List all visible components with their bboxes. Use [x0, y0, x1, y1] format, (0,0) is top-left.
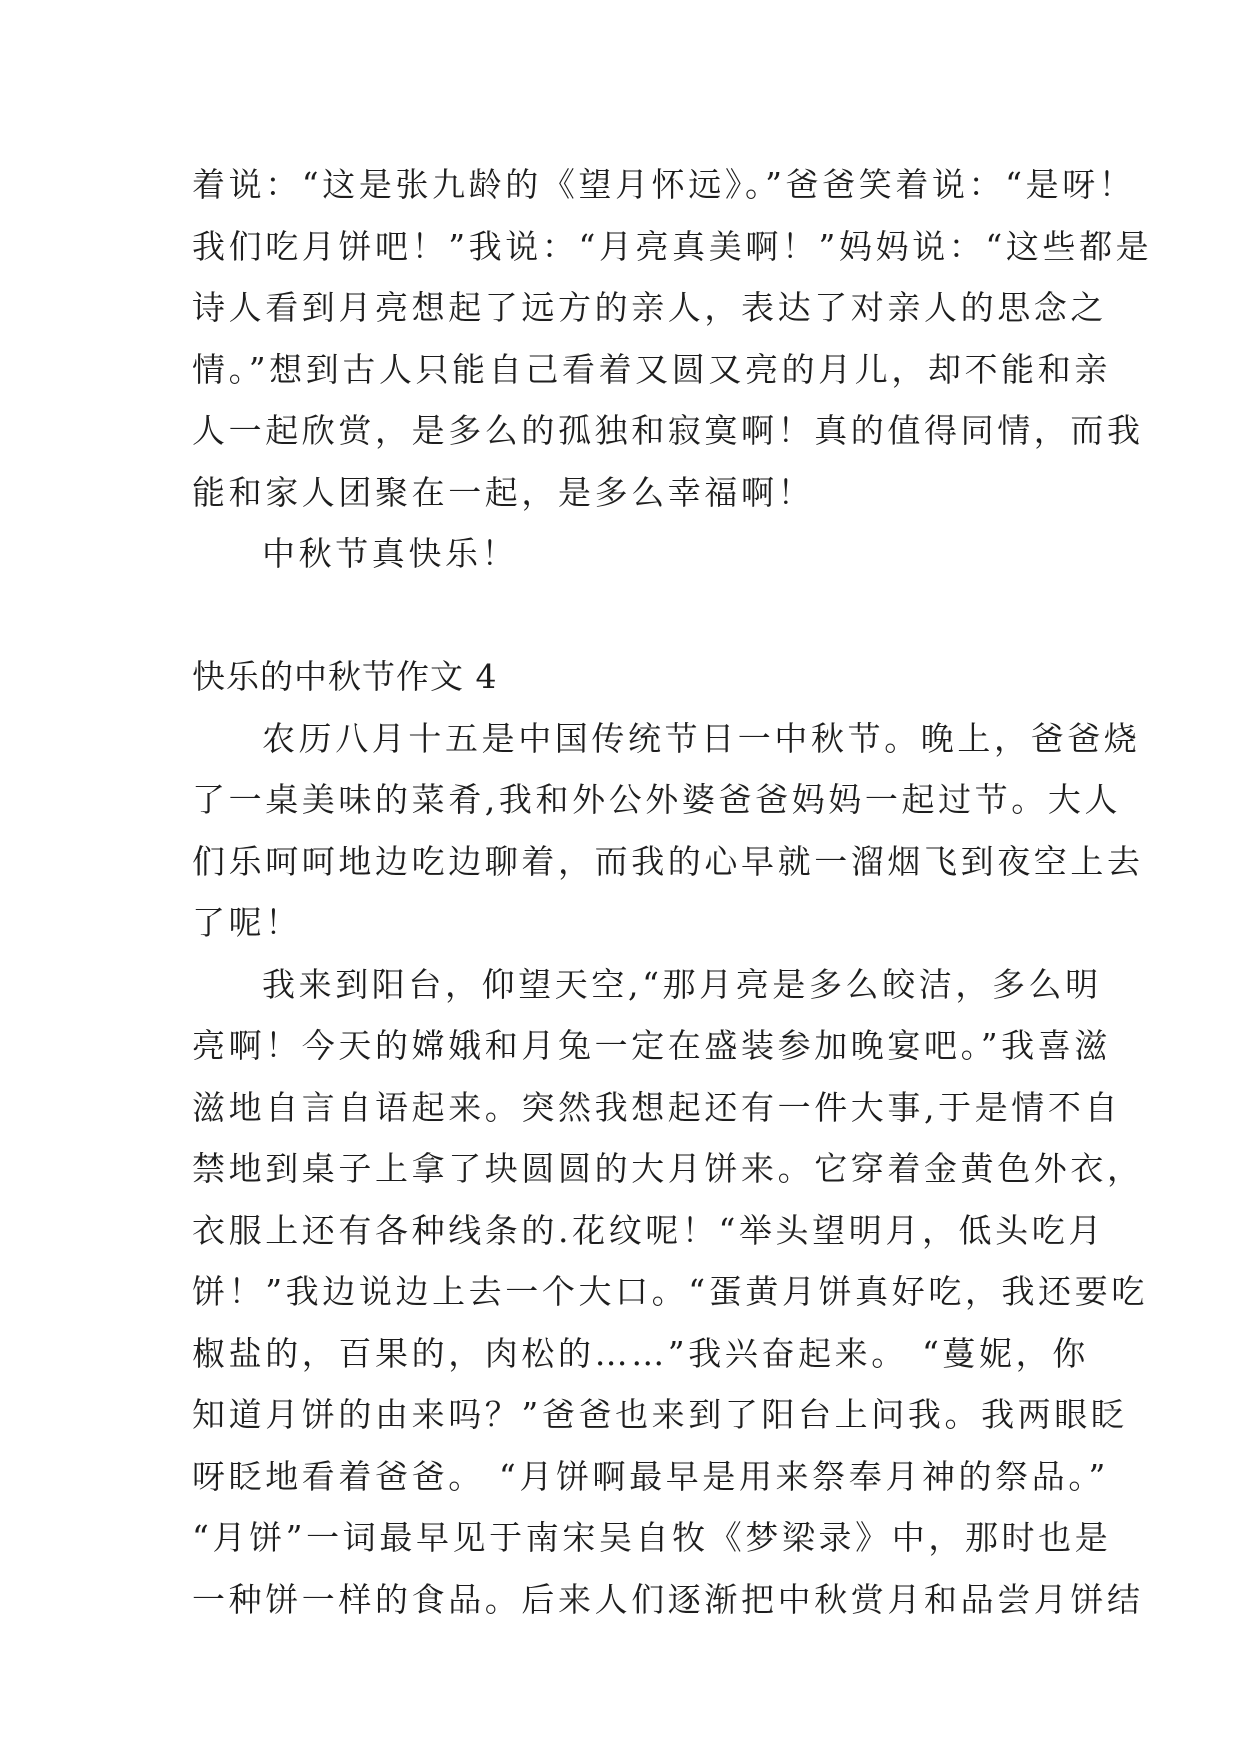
continuation-paragraph [192, 154, 1153, 523]
paragraph-2 [192, 954, 1148, 1631]
text-line: 亮啊！今天的嫦娥和月兔一定在盛装参加晚宴吧。”我喜滋 [192, 1026, 1111, 1065]
text-line: 我来到阳台，仰望天空,“那月亮是多么皎洁，多么明 [262, 964, 1102, 1004]
text-line: 了一桌美味的菜肴,我和外公外婆爸爸妈妈一起过节。大人 [192, 780, 1122, 819]
text-line: 着说：“这是张九龄的《望月怀远》。”爸爸笑着说：“是呀！ [192, 165, 1136, 204]
text-line: 一种饼一样的食品。后来人们逐渐把中秋赏月和品尝月饼结 [192, 1579, 1144, 1619]
text-line: 呀眨地看着爸爸。 “月饼啊最早是用来祭奉月神的祭品。” [192, 1456, 1109, 1496]
text-line: 能和家人团聚在一起，是多么幸福啊！ [192, 472, 815, 512]
text-line: 们乐呵呵地边吃边聊着，而我的心早就一溜烟飞到夜空上去 [192, 841, 1144, 881]
text-line: 了呢！ [192, 903, 302, 942]
text-line: 诗人看到月亮想起了远方的亲人，表达了对亲人的思念之 [192, 288, 1107, 327]
text-line: 滋地自言自语起来。突然我想起还有一件大事,于是情不自 [192, 1087, 1122, 1127]
text-line: 人一起欣赏，是多么的孤独和寂寞啊！真的值得同情，而我 [192, 411, 1144, 450]
blank-line [192, 585, 1052, 647]
essay-text-column [192, 154, 1153, 1630]
text-line: 椒盐的，百果的，肉松的……”我兴奋起来。 “蔓妮，你 [192, 1333, 1089, 1373]
text-line: 情。”想到古人只能自己看着又圆又亮的月儿，却不能和亲 [192, 349, 1111, 389]
closing-line: 中秋节真快乐！ [262, 534, 519, 573]
text-line: 饼！”我边说边上去一个大口。“蛋黄月饼真好吃，我还要吃 [192, 1272, 1148, 1311]
text-line: 知道月饼的由来吗？”爸爸也来到了阳台上问我。我两眼眨 [192, 1395, 1128, 1434]
text-line: 衣服上还有各种线条的.花纹呢！“举头望明月，低头吃月 [192, 1210, 1105, 1250]
paragraph-1 [192, 708, 1144, 954]
text-line: 禁地到桌子上拿了块圆圆的大月饼来。它穿着金黄色外衣， [192, 1149, 1144, 1188]
essay-title: 快乐的中秋节作文 4 [192, 657, 498, 696]
text-line: 农历八月十五是中国传统节日一中秋节。晚上，爸爸烧 [262, 718, 1141, 758]
text-line: 我们吃月饼吧！”我说：“月亮真美啊！”妈妈说：“这些都是 [192, 226, 1153, 266]
text-line: “月饼”一词最早见于南宋吴自牧《梦梁录》中，那时也是 [192, 1518, 1112, 1557]
